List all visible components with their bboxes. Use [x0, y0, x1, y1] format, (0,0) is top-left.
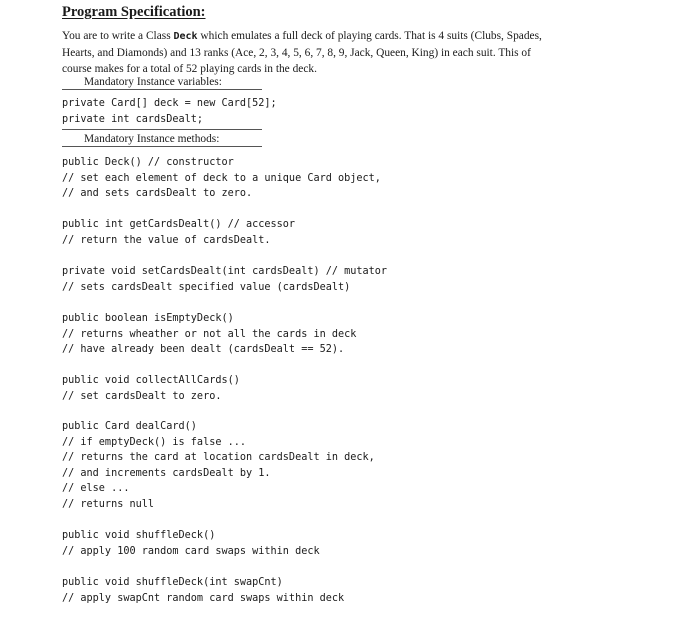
intro-line [62, 28, 652, 45]
code-line: private Card[] deck = new Card[52]; [62, 98, 277, 109]
method-block-set-cards-dealt [62, 264, 387, 295]
code-line: // else ... [62, 483, 130, 494]
code-line: public Card dealCard() [62, 421, 197, 432]
code-line: public void collectAllCards() [62, 375, 240, 386]
code-line: public void shuffleDeck() [62, 530, 216, 541]
method-block-shuffle-deck-swap-cnt [62, 575, 344, 606]
code-line: // and increments cardsDealt by 1. [62, 467, 271, 479]
method-block-deal-card [62, 419, 375, 512]
code-line: // returns the card at location cardsDealt in deck, [62, 452, 375, 463]
code-line: public Deck() // constructor [62, 157, 234, 168]
code-line: // returns wheather or not all the cards in deck [62, 328, 357, 340]
code-line: // set each element of deck to a unique Card object, [62, 172, 381, 184]
code-line: private void setCardsDealt(int cardsDealt) // mutator [62, 266, 388, 277]
intro-line: Hearts, and Diamonds) and 13 ranks (Ace, 2, 3, 4, 5, 6, 7, 8, 9, Jack, Queen, King) in each suit. This of [62, 47, 531, 59]
intro-paragraph [62, 28, 652, 77]
intro-text: You are to write a Class [62, 30, 174, 42]
code-line: // return the value of cardsDealt. [62, 234, 271, 246]
intro-line: course makes for a total of 52 playing cards in the deck. [62, 63, 317, 75]
code-line: private int cardsDealt; [62, 113, 204, 125]
code-line: // apply swapCnt random card swaps within deck [62, 592, 345, 604]
method-block-shuffle-deck [62, 528, 320, 559]
code-line: public int getCardsDealt() // accessor [62, 219, 296, 230]
code-line: // have already been dealt (cardsDealt == 52). [62, 344, 345, 355]
method-block-get-cards-dealt [62, 217, 295, 248]
method-block-constructor [62, 155, 381, 202]
method-block-collect-all-cards [62, 373, 240, 404]
code-line: // set cardsDealt to zero. [62, 390, 222, 402]
page-title: Program Specification: [62, 4, 206, 20]
method-block-is-empty-deck [62, 311, 356, 358]
code-line: // returns null [62, 498, 155, 510]
code-line: // and sets cardsDealt to zero. [62, 188, 253, 199]
code-line: // sets cardsDealt specified value (cardsDealt) [62, 281, 351, 293]
code-line: public boolean isEmptyDeck() [62, 313, 234, 324]
variables-heading: Mandatory Instance variables: [62, 76, 262, 90]
code-line: // apply 100 random card swaps within deck [62, 545, 320, 557]
code-line: public void shuffleDeck(int swapCnt) [62, 577, 283, 588]
intro-text: which emulates a full deck of playing cards. That is 4 suits (Clubs, Spades, [197, 30, 542, 42]
code-line: // if emptyDeck() is false ... [62, 436, 247, 448]
methods-heading: Mandatory Instance methods: [62, 133, 262, 147]
variables-code [62, 96, 277, 127]
section-divider [62, 129, 262, 130]
class-name-code: Deck [173, 31, 198, 42]
